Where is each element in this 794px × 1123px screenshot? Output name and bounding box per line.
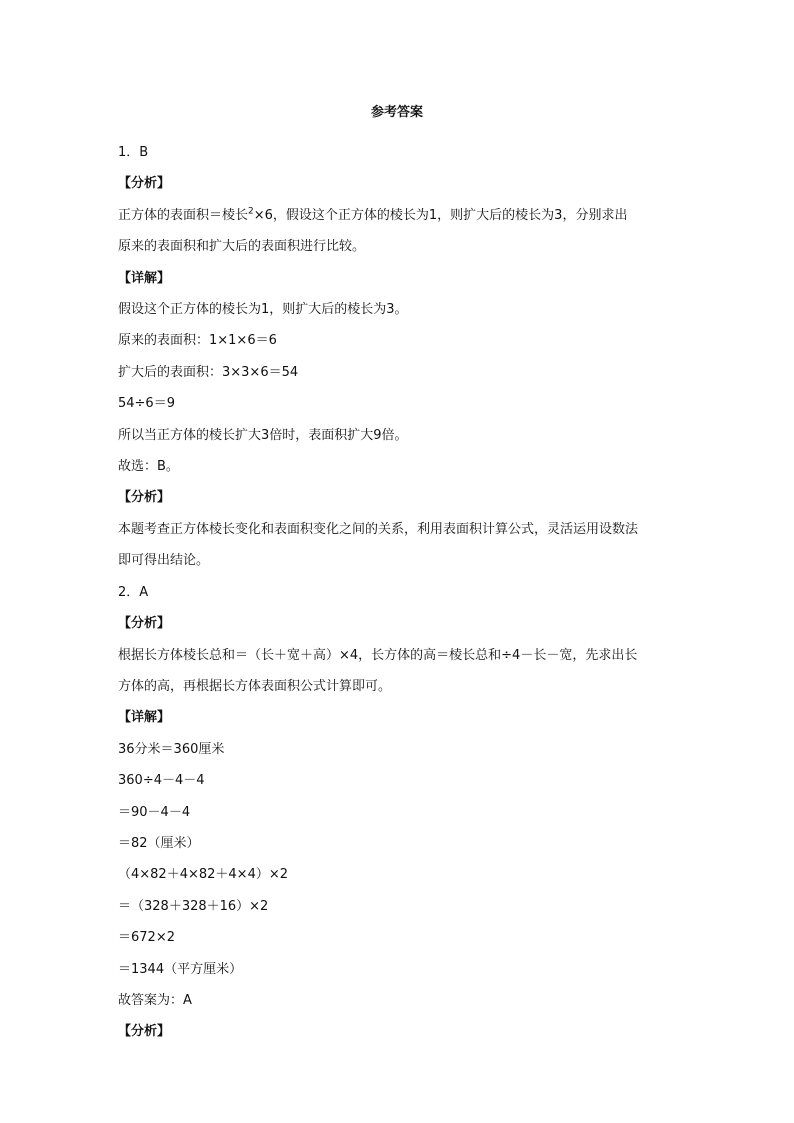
q1-detail-line: 所以当正方体的棱长扩大3倍时，表面积扩大9倍。 xyxy=(118,427,408,443)
q2-detail-line: ＝90－4－4 xyxy=(118,804,191,820)
q2-detail-line: ＝（328＋328＋16）×2 xyxy=(118,898,269,914)
q2-analysis-label: 【分析】 xyxy=(118,616,171,632)
q1-comment-line: 本题考查正方体棱长变化和表面积变化之间的关系，利用表面积计算公式，灵活运用设数法 xyxy=(118,521,639,537)
q1-answer: 1．B xyxy=(118,145,149,160)
q2-detail-line: 故答案为：A xyxy=(118,992,192,1008)
q2-detail-line: 360÷4－4－4 xyxy=(118,773,205,789)
q1-analysis-part-b: ×6，假设这个正方体的棱长为1，则扩大后的棱长为3，分别求出 xyxy=(253,207,628,223)
q1-analysis-line2: 原来的表面积和扩大后的表面积进行比较。 xyxy=(118,239,366,255)
answer-content xyxy=(118,137,678,1048)
q1-detail-label: 【详解】 xyxy=(118,270,171,286)
q2-detail-line: ＝82（厘米） xyxy=(118,835,200,851)
q1-detail-line: 扩大后的表面积：3×3×6＝54 xyxy=(118,364,299,380)
q1-comment-label: 【分析】 xyxy=(118,490,171,506)
q2-detail-line: 36分米＝360厘米 xyxy=(118,741,225,757)
q1-analysis-label: 【分析】 xyxy=(118,176,171,192)
q1-analysis-part-a: 正方体的表面积＝棱长 xyxy=(118,207,249,223)
q2-analysis-line: 根据长方体棱长总和＝（长＋宽＋高）×4，长方体的高＝棱长总和÷4－长－宽，先求出长 xyxy=(118,647,638,663)
q1-comment-line: 即可得出结论。 xyxy=(118,553,210,569)
q2-detail-line: （4×82＋4×82＋4×4）×2 xyxy=(118,867,289,883)
q1-detail-line: 原来的表面积：1×1×6＝6 xyxy=(118,333,277,349)
q2-detail-line: ＝1344（平方厘米） xyxy=(118,961,243,977)
q1-analysis-superscript: 2 xyxy=(248,206,254,217)
q2-detail-label: 【详解】 xyxy=(118,710,171,726)
q1-detail-line: 故选：B。 xyxy=(118,459,179,475)
q1-detail-line: 54÷6＝9 xyxy=(118,396,175,412)
q1-analysis-line1 xyxy=(118,200,678,231)
q1-detail-line: 假设这个正方体的棱长为1，则扩大后的棱长为3。 xyxy=(118,302,408,318)
page-title: 参考答案 xyxy=(370,105,423,120)
q2-analysis-line: 方体的高，再根据长方体表面积公式计算即可。 xyxy=(118,678,392,694)
q2-detail-line: ＝672×2 xyxy=(118,930,175,946)
q2-comment-label: 【分析】 xyxy=(118,1024,171,1040)
q2-answer: 2．A xyxy=(118,584,149,600)
